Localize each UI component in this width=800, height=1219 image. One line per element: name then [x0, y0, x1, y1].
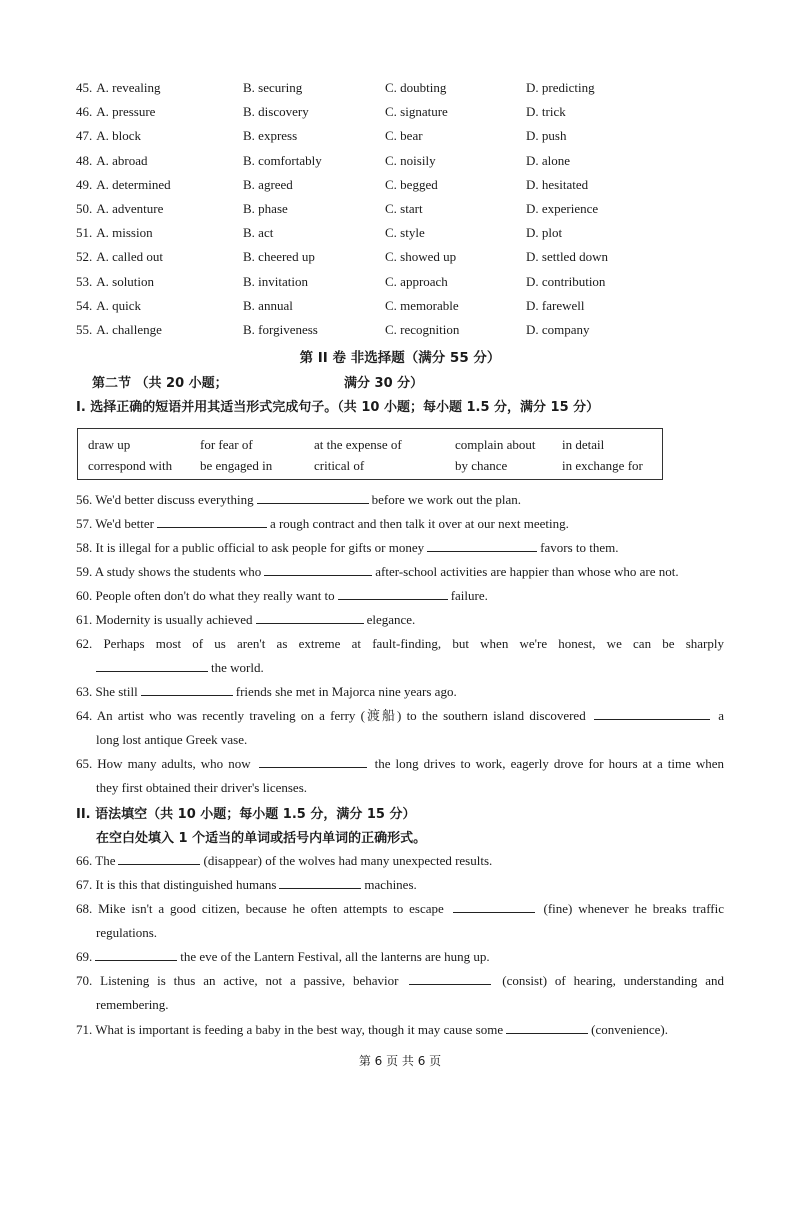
choice-option[interactable]: C. memorable — [385, 297, 459, 313]
phrase: in exchange for — [562, 458, 643, 473]
answer-blank[interactable] — [157, 516, 267, 528]
phrase: draw up — [88, 437, 131, 452]
choice-row — [76, 177, 736, 197]
choice-option[interactable]: B. express — [243, 128, 298, 144]
question-69: 69. the eve of the Lantern Festival, all the lanterns are hung up. — [76, 949, 490, 964]
choice-option[interactable] — [76, 322, 162, 338]
choice-option[interactable]: B. annual — [243, 297, 293, 313]
question-58: 58. It is illegal for a public official to ask people for gifts or money favors to them. — [76, 540, 619, 555]
choice-option[interactable]: C. showed up — [385, 249, 457, 265]
answer-blank[interactable] — [259, 756, 367, 768]
part-one-title: I. 选择正确的短语并用其适当形式完成句子。（共 10 小题；每小题 1.5 分，满分 15 分） — [76, 400, 600, 415]
question-number: 52. — [76, 249, 93, 265]
choice-row — [76, 322, 736, 342]
question-57: 57. We'd better a rough contract and then talk it over at our next meeting. — [76, 516, 569, 531]
choice-option[interactable]: C. style — [385, 225, 425, 241]
choice-option[interactable]: B. agreed — [243, 176, 293, 192]
choice-text: A. determined — [96, 176, 171, 192]
choice-option[interactable]: D. hesitated — [526, 176, 589, 192]
choice-option[interactable]: C. recognition — [385, 322, 460, 337]
phrase: complain about — [455, 437, 536, 452]
choice-row — [76, 225, 736, 245]
choice-option[interactable] — [76, 201, 163, 217]
answer-blank[interactable] — [409, 973, 491, 985]
choice-text: A. block — [96, 128, 142, 144]
question-number: 47. — [76, 128, 93, 144]
question-71: 71. What is important is feeding a baby in the best way, though it may cause some (convenience). — [76, 1022, 668, 1037]
choice-option[interactable]: D. farewell — [526, 297, 585, 313]
answer-blank[interactable] — [118, 853, 200, 865]
question-number: 50. — [76, 201, 93, 216]
choice-option[interactable] — [76, 249, 163, 265]
section-two-title: 第二节 （共 20 小题； — [92, 376, 228, 391]
choice-option[interactable]: C. noisily — [385, 152, 436, 168]
phrase-box — [77, 428, 663, 480]
choice-option[interactable]: B. cheered up — [243, 249, 315, 265]
answer-blank[interactable] — [96, 660, 208, 672]
choice-row — [76, 298, 736, 318]
question-65: 65. How many adults, who now the long drives to work, eagerly drove for hours at a time when they first obtained their driver's licenses. — [76, 756, 725, 795]
choice-option[interactable]: C. begged — [385, 176, 438, 192]
question-68: 68. Mike isn't a good citizen, because he often attempts to escape (fine) whenever he breaks traffic regulations. — [76, 901, 724, 940]
choice-option[interactable] — [76, 104, 155, 120]
answer-blank[interactable] — [338, 588, 448, 600]
choice-option[interactable]: C. signature — [385, 104, 448, 120]
choice-row — [76, 128, 736, 148]
choice-option[interactable] — [76, 225, 153, 241]
choice-option[interactable]: C. doubting — [385, 80, 447, 95]
choice-option[interactable]: D. settled down — [526, 249, 608, 265]
choice-option[interactable] — [76, 128, 141, 144]
choice-text: A. mission — [96, 225, 153, 241]
choice-option[interactable]: B. comfortably — [243, 152, 322, 168]
choice-text: A. called out — [96, 249, 164, 265]
question-number: 49. — [76, 176, 93, 192]
choice-option[interactable] — [76, 274, 154, 290]
part-two-title: 第 II 卷 非选择题（满分 55 分） — [299, 350, 501, 366]
choice-option[interactable]: D. company — [526, 322, 590, 337]
choice-option[interactable] — [76, 153, 148, 169]
question-56: 56. We'd better discuss everything before we work out the plan. — [76, 492, 522, 507]
question-number: 48. — [76, 152, 93, 168]
question-61: 61. Modernity is usually achieved elegance. — [76, 612, 416, 627]
choice-option[interactable]: D. experience — [526, 201, 599, 216]
choice-text: A. challenge — [96, 322, 162, 337]
phrase: by chance — [455, 458, 508, 473]
answer-blank[interactable] — [427, 540, 537, 552]
choice-option[interactable]: B. invitation — [243, 273, 308, 289]
answer-blank[interactable] — [95, 949, 177, 961]
choice-row — [76, 104, 736, 124]
question-number: 45. — [76, 80, 93, 95]
choice-text: A. solution — [96, 273, 155, 289]
choice-option[interactable]: D. contribution — [526, 273, 606, 289]
choice-option[interactable]: D. trick — [526, 104, 566, 120]
question-70: 70. Listening is thus an active, not a passive, behavior (consist) of hearing, understanding and remembering. — [76, 973, 724, 1012]
question-number: 54. — [76, 297, 93, 313]
phrase: for fear of — [200, 437, 253, 452]
choice-option[interactable] — [76, 80, 161, 96]
phrase: correspond with — [88, 458, 173, 473]
question-62: 62. Perhaps most of us aren't as extreme at fault-finding, but when we're honest, we can be sharply the world. — [76, 636, 724, 675]
choice-text: A. pressure — [96, 104, 156, 120]
choice-text: A. quick — [96, 297, 142, 313]
choice-option[interactable]: D. push — [526, 128, 567, 144]
question-67: 67. It is this that distinguished humans machines. — [76, 877, 417, 892]
choice-option[interactable]: B. act — [243, 225, 274, 241]
question-number: 53. — [76, 273, 93, 289]
choice-text: A. adventure — [96, 201, 164, 216]
choice-option[interactable]: C. start — [385, 201, 423, 216]
choice-row — [76, 80, 736, 100]
question-66: 66. The (disappear) of the wolves had many unexpected results. — [76, 853, 493, 868]
choice-option[interactable]: D. alone — [526, 152, 571, 168]
choice-option[interactable] — [76, 298, 141, 314]
part-two-b-title: II. 语法填空（共 10 小题；每小题 1.5 分，满分 15 分） — [76, 807, 416, 822]
part-two-b-instructions: 在空白处填入 1 个适当的单词或括号内单词的正确形式。 — [96, 831, 427, 846]
answer-blank[interactable] — [453, 901, 535, 913]
answer-blank[interactable] — [257, 492, 369, 504]
choice-option[interactable]: B. forgiveness — [243, 322, 318, 337]
question-number: 46. — [76, 104, 93, 120]
choice-option[interactable]: C. bear — [385, 128, 423, 144]
phrase: critical of — [314, 458, 365, 473]
answer-blank[interactable] — [141, 684, 233, 696]
choice-option[interactable]: D. plot — [526, 225, 563, 241]
choice-row — [76, 201, 736, 221]
choice-text: A. revealing — [96, 80, 161, 95]
question-60: 60. People often don't do what they really want to failure. — [76, 588, 488, 603]
page-footer: 第 6 页 共 6 页 — [358, 1054, 442, 1068]
question-64: 64. An artist who was recently traveling on a ferry (渡船) to the southern island discovered a long lost antique Greek vase. — [76, 708, 725, 747]
question-59: 59. A study shows the students who after-school activities are happier than whose who are not. — [76, 564, 679, 579]
choice-row — [76, 153, 736, 173]
phrase: be engaged in — [200, 458, 273, 473]
section-two-score: 满分 30 分） — [344, 376, 424, 391]
question-number: 51. — [76, 225, 93, 241]
choice-option[interactable]: B. phase — [243, 201, 288, 216]
answer-blank[interactable] — [256, 612, 364, 624]
answer-blank[interactable] — [506, 1022, 588, 1034]
choice-option[interactable]: B. securing — [243, 80, 303, 95]
phrase: at the expense of — [314, 437, 402, 452]
choice-row — [76, 249, 736, 269]
choice-text: A. abroad — [96, 152, 148, 168]
answer-blank[interactable] — [594, 708, 710, 720]
question-63: 63. She still friends she met in Majorca nine years ago. — [76, 684, 457, 699]
question-number: 55. — [76, 322, 93, 337]
phrase: in detail — [562, 437, 605, 452]
choice-option[interactable]: B. discovery — [243, 104, 309, 120]
answer-blank[interactable] — [264, 564, 372, 576]
choice-row — [76, 274, 736, 294]
choice-option[interactable]: C. approach — [385, 273, 448, 289]
answer-blank[interactable] — [279, 877, 361, 889]
choice-option[interactable]: D. predicting — [526, 80, 595, 95]
choice-option[interactable] — [76, 177, 171, 193]
